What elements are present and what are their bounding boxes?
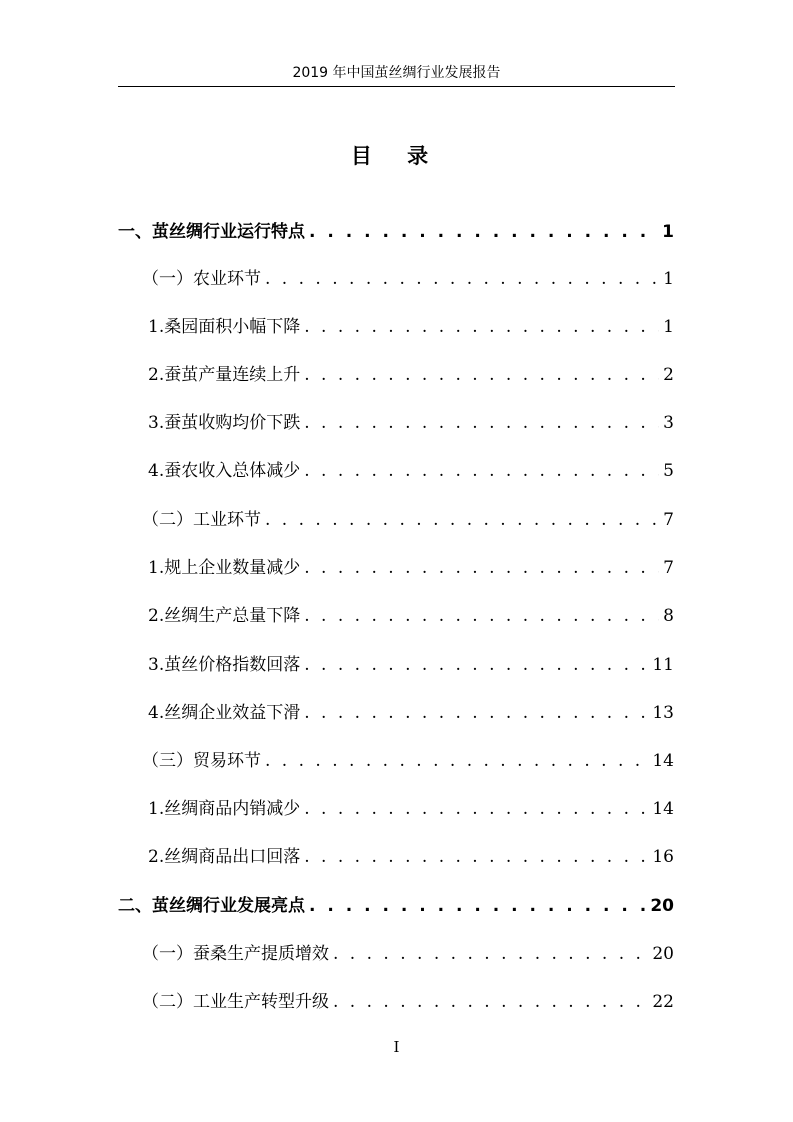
dot-leader [265, 268, 659, 290]
dot-leader [304, 557, 659, 579]
dot-leader [333, 991, 648, 1013]
footer-page-number: I [393, 1038, 400, 1056]
toc-title: 目 录 [350, 144, 443, 168]
toc-entry-section[interactable] [142, 991, 674, 1013]
toc-page-number: 13 [652, 703, 674, 723]
toc-entry-subsection[interactable] [148, 316, 674, 338]
toc-entry-text: 1.丝绸商品内销减少 [148, 799, 301, 819]
toc-page-number: 7 [663, 558, 674, 578]
dot-leader [304, 798, 648, 820]
toc-page-number: 1 [663, 317, 674, 337]
toc-page-number: 5 [663, 461, 674, 481]
toc-entry-text: 2.蚕茧产量连续上升 [148, 365, 301, 385]
toc-page-number: 22 [652, 992, 674, 1012]
toc-entry-subsection[interactable] [148, 460, 674, 482]
toc-entry-text: 3.茧丝价格指数回落 [148, 655, 301, 675]
toc-page-number: 3 [663, 413, 674, 433]
toc-entry-subsection[interactable] [148, 798, 674, 820]
dot-leader [304, 702, 648, 724]
table-of-contents [118, 0, 674, 1122]
toc-entry-subsection[interactable] [148, 605, 674, 627]
toc-entry-text: 1.规上企业数量减少 [148, 558, 301, 578]
toc-entry-section[interactable] [142, 750, 674, 772]
toc-page-number: 14 [652, 751, 674, 771]
toc-entry-subsection[interactable] [148, 654, 674, 676]
toc-entry-section[interactable] [142, 509, 674, 531]
toc-page-number: 20 [652, 944, 674, 964]
toc-entry-text: （一）农业环节 [142, 269, 261, 289]
page-footer [0, 1038, 793, 1056]
toc-entry-text: 一、茧丝绸行业运行特点 [118, 222, 305, 242]
toc-entry-text: （三）贸易环节 [142, 751, 261, 771]
dot-leader [304, 316, 659, 338]
dot-leader [265, 750, 648, 772]
toc-page-number: 7 [663, 510, 674, 530]
dot-leader [309, 221, 658, 243]
toc-entry-text: 二、茧丝绸行业发展亮点 [118, 896, 305, 916]
toc-page-number: 8 [663, 606, 674, 626]
toc-entry-text: 2.丝绸商品出口回落 [148, 847, 301, 867]
toc-entry-text: （一）蚕桑生产提质增效 [142, 944, 329, 964]
toc-page-number: 16 [652, 847, 674, 867]
toc-entry-section[interactable] [142, 943, 674, 965]
toc-page-number: 14 [652, 799, 674, 819]
dot-leader [304, 605, 659, 627]
toc-entry-text: 4.丝绸企业效益下滑 [148, 703, 301, 723]
dot-leader [304, 412, 659, 434]
dot-leader [309, 895, 646, 917]
toc-page-number: 1 [662, 222, 674, 242]
toc-entry-text: 4.蚕农收入总体减少 [148, 461, 301, 481]
toc-page-number: 2 [663, 365, 674, 385]
dot-leader [304, 654, 648, 676]
toc-entry-chapter-1[interactable] [118, 221, 674, 243]
header-title: 2019 年中国茧丝绸行业发展报告 [292, 65, 501, 81]
toc-entry-subsection[interactable] [148, 846, 674, 868]
toc-entry-text: 3.蚕茧收购均价下跌 [148, 413, 301, 433]
toc-entry-subsection[interactable] [148, 702, 674, 724]
toc-entry-chapter-2[interactable] [118, 895, 674, 917]
toc-page-number: 1 [663, 269, 674, 289]
toc-entry-text: （二）工业环节 [142, 510, 261, 530]
toc-entry-text: 1.桑园面积小幅下降 [148, 317, 301, 337]
toc-entry-subsection[interactable] [148, 364, 674, 386]
dot-leader [304, 846, 648, 868]
toc-entry-subsection[interactable] [148, 557, 674, 579]
toc-page-number: 20 [650, 896, 674, 916]
dot-leader [304, 364, 659, 386]
dot-leader [265, 509, 659, 531]
toc-entry-text: 2.丝绸生产总量下降 [148, 606, 301, 626]
dot-leader [333, 943, 648, 965]
dot-leader [304, 460, 659, 482]
toc-entry-text: （二）工业生产转型升级 [142, 992, 329, 1012]
toc-page-number: 11 [652, 655, 674, 675]
toc-entry-subsection[interactable] [148, 412, 674, 434]
toc-entry-section[interactable] [142, 268, 674, 290]
